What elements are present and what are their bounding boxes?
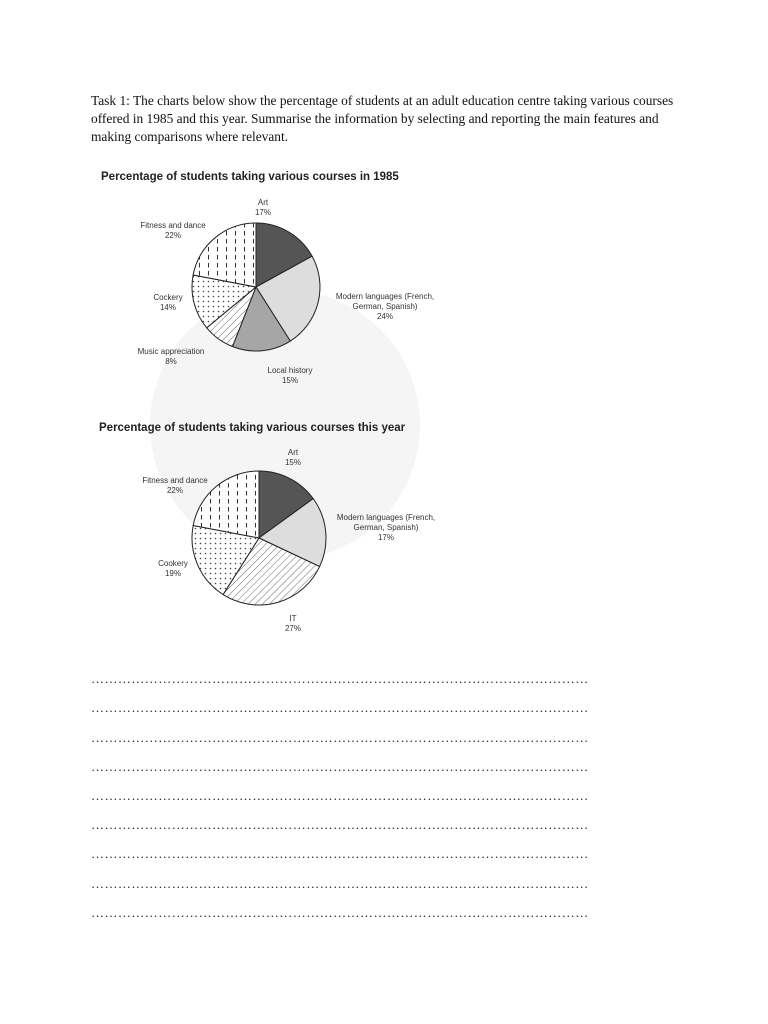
label-value: 19%	[164, 569, 181, 578]
label-it-this-year	[268, 614, 318, 634]
label-cookery-this-year	[145, 559, 201, 579]
answer-line-dots: …………………………………………………………………………………………………	[91, 758, 589, 774]
answer-line-dots: …………………………………………………………………………………………………	[91, 700, 589, 716]
answer-line[interactable]	[91, 808, 681, 837]
label-music-appreciation-1985	[126, 347, 216, 367]
answer-line-dots: …………………………………………………………………………………………………	[91, 787, 589, 803]
chart-1-title: Percentage of students taking various courses in 1985	[101, 171, 399, 183]
answer-line-dots: …………………………………………………………………………………………………	[91, 904, 589, 920]
answer-line-dots: …………………………………………………………………………………………………	[91, 875, 589, 891]
label-name: Local history	[267, 366, 313, 375]
answer-line[interactable]	[91, 779, 681, 808]
label-name: Fitness and dance	[140, 221, 206, 230]
label-value: 14%	[159, 303, 176, 312]
label-value: 22%	[164, 231, 181, 240]
label-art-this-year	[262, 448, 324, 468]
label-name: Fitness and dance	[142, 476, 208, 485]
label-value: 15%	[281, 376, 298, 385]
label-fitness-dance-this-year	[132, 476, 218, 496]
answer-line[interactable]	[91, 662, 681, 691]
answer-line-dots: …………………………………………………………………………………………………	[91, 817, 589, 833]
label-name: IT	[289, 614, 297, 623]
label-value: 17%	[254, 208, 271, 217]
label-name: Cookery	[158, 559, 188, 568]
answer-line-dots: …………………………………………………………………………………………………	[91, 671, 589, 687]
answer-line[interactable]	[91, 896, 681, 925]
label-name: Cockery	[153, 293, 183, 302]
chart-2-title: Percentage of students taking various courses this year	[99, 422, 406, 434]
answer-line[interactable]	[91, 720, 681, 749]
label-fitness-dance-1985	[130, 221, 216, 241]
answer-line[interactable]	[91, 691, 681, 720]
answer-line[interactable]	[91, 837, 681, 866]
label-local-history-1985	[255, 366, 325, 386]
label-value: 17%	[377, 533, 394, 542]
task-prompt: Task 1: The charts below show the percentage of students at an adult education centre taking various courses offered in 1985 and this year. Summarise the information by selecting and reporting the main features and making comparisons where relevant.	[91, 93, 674, 144]
label-value: 15%	[284, 458, 301, 467]
label-modern-languages-this-year	[327, 513, 445, 543]
answer-lines	[91, 662, 681, 925]
answer-line-dots: …………………………………………………………………………………………………	[91, 729, 589, 745]
label-value: 8%	[165, 357, 177, 366]
label-name: Modern languages (French, German, Spanish)	[336, 513, 436, 532]
answer-line[interactable]	[91, 866, 681, 895]
label-art-1985	[230, 198, 296, 218]
answer-line[interactable]	[91, 750, 681, 779]
label-modern-languages-1985	[326, 292, 444, 322]
label-name: Modern languages (French, German, Spanish)	[335, 292, 435, 311]
label-name: Art	[257, 198, 269, 207]
label-value: 22%	[166, 486, 183, 495]
label-name: Art	[287, 448, 299, 457]
label-cockery-1985	[140, 293, 196, 313]
answer-line-dots: …………………………………………………………………………………………………	[91, 846, 589, 862]
label-value: 24%	[376, 312, 393, 321]
label-name: Music appreciation	[137, 347, 205, 356]
label-value: 27%	[284, 624, 301, 633]
